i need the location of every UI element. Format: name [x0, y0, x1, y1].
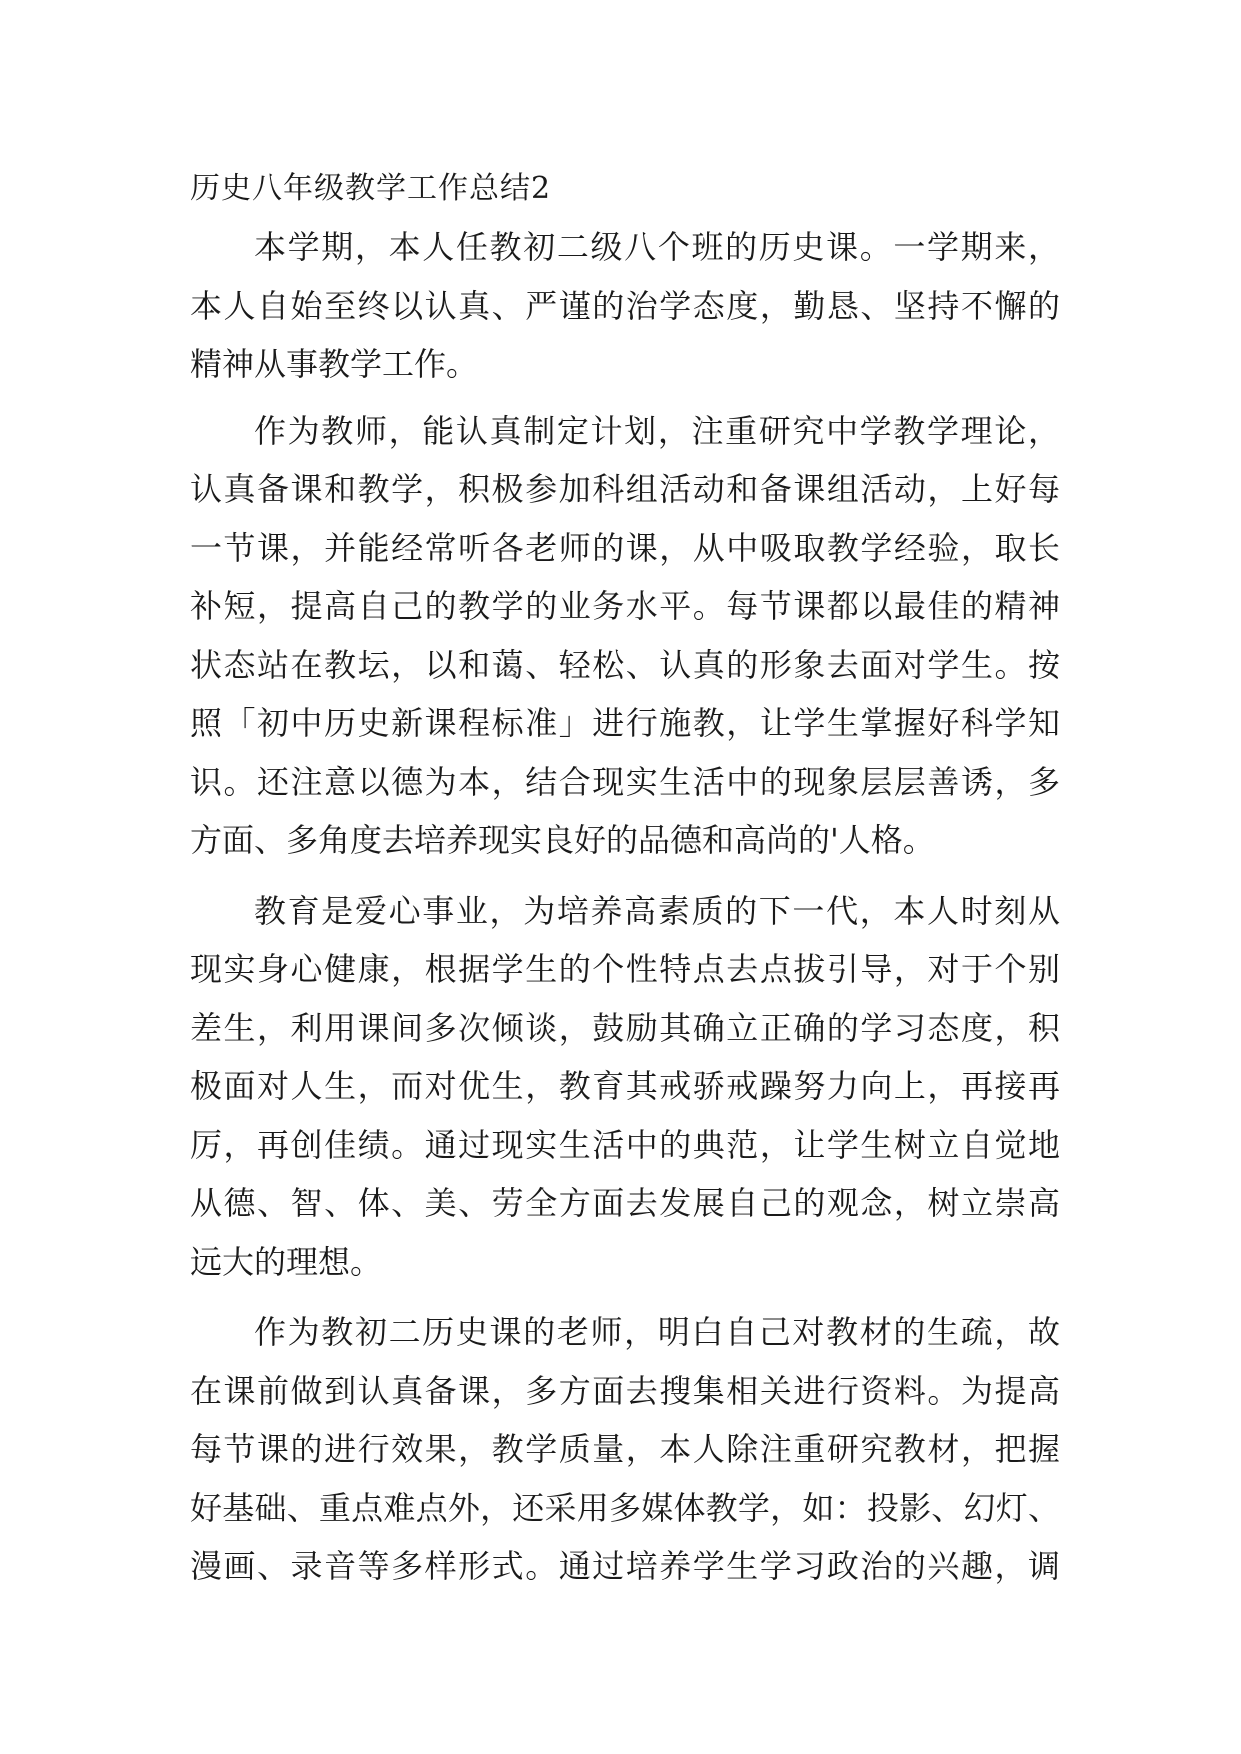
- text-line: 远大的理想。: [190, 1242, 383, 1281]
- text-line: 差生，利用课间多次倾谈，鼓励其确立正确的学习态度，积: [190, 1008, 1060, 1047]
- text-line: 极面对人生，而对优生，教育其戒骄戒躁努力向上，再接再: [190, 1067, 1060, 1105]
- text-line: 精神从事教学工作。: [190, 345, 479, 383]
- paragraph-list: [190, 218, 1060, 1596]
- text-line: 好基础、重点难点外，还采用多媒体教学，如：投影、幻灯、: [190, 1488, 1060, 1527]
- paragraph: [190, 882, 1060, 1292]
- text-line: 从德、智、体、美、劳全方面去发展自己的观念，树立崇高: [190, 1184, 1060, 1222]
- paragraph: [190, 218, 1060, 394]
- text-line: 补短，提高自己的教学的业务水平。每节课都以最佳的精神: [190, 587, 1060, 625]
- text-line: 一节课，并能经常听各老师的课，从中吸取教学经验，取长: [190, 528, 1060, 567]
- text-line: 作为教初二历史课的老师，明白自己对教材的生疏，故: [254, 1313, 1060, 1351]
- paragraph: [190, 1303, 1060, 1596]
- text-line: 每节课的进行效果，教学质量，本人除注重研究教材，把握: [190, 1430, 1060, 1468]
- text-line: 本人自始至终以认真、严谨的治学态度，勤恳、坚持不懈的: [190, 286, 1060, 325]
- paragraph: [190, 402, 1060, 870]
- text-line: 现实身心健康，根据学生的个性特点去点拔引导，对于个别: [190, 950, 1060, 988]
- text-line: 认真备课和教学，积极参加科组活动和备课组活动，上好每: [190, 470, 1060, 508]
- text-line: 厉，再创佳绩。通过现实生活中的典范，让学生树立自觉地: [190, 1125, 1060, 1164]
- text-line: 本学期，本人任教初二级八个班的历史课。一学期来，: [254, 228, 1060, 266]
- text-line: 教育是爱心事业，为培养高素质的下一代，本人时刻从: [254, 891, 1060, 930]
- text-line: 漫画、录音等多样形式。通过培养学生学习政治的兴趣，调: [190, 1547, 1060, 1585]
- text-line: 方面、多角度去培养现实良好的品德和高尚的'人格。: [190, 821, 935, 859]
- text-line: 照「初中历史新课程标准」进行施教，让学生掌握好科学知: [190, 704, 1060, 742]
- document-body: [190, 160, 1060, 1596]
- document-title: 历史八年级教学工作总结2: [190, 171, 552, 206]
- text-line: 识。还注意以德为本，结合现实生活中的现象层层善诱，多: [190, 762, 1060, 801]
- text-line: 状态站在教坛，以和蔼、轻松、认真的形象去面对学生。按: [190, 645, 1060, 684]
- text-line: 在课前做到认真备课，多方面去搜集相关进行资料。为提高: [190, 1371, 1060, 1410]
- text-line: 作为教师，能认真制定计划，注重研究中学教学理论，: [254, 411, 1060, 450]
